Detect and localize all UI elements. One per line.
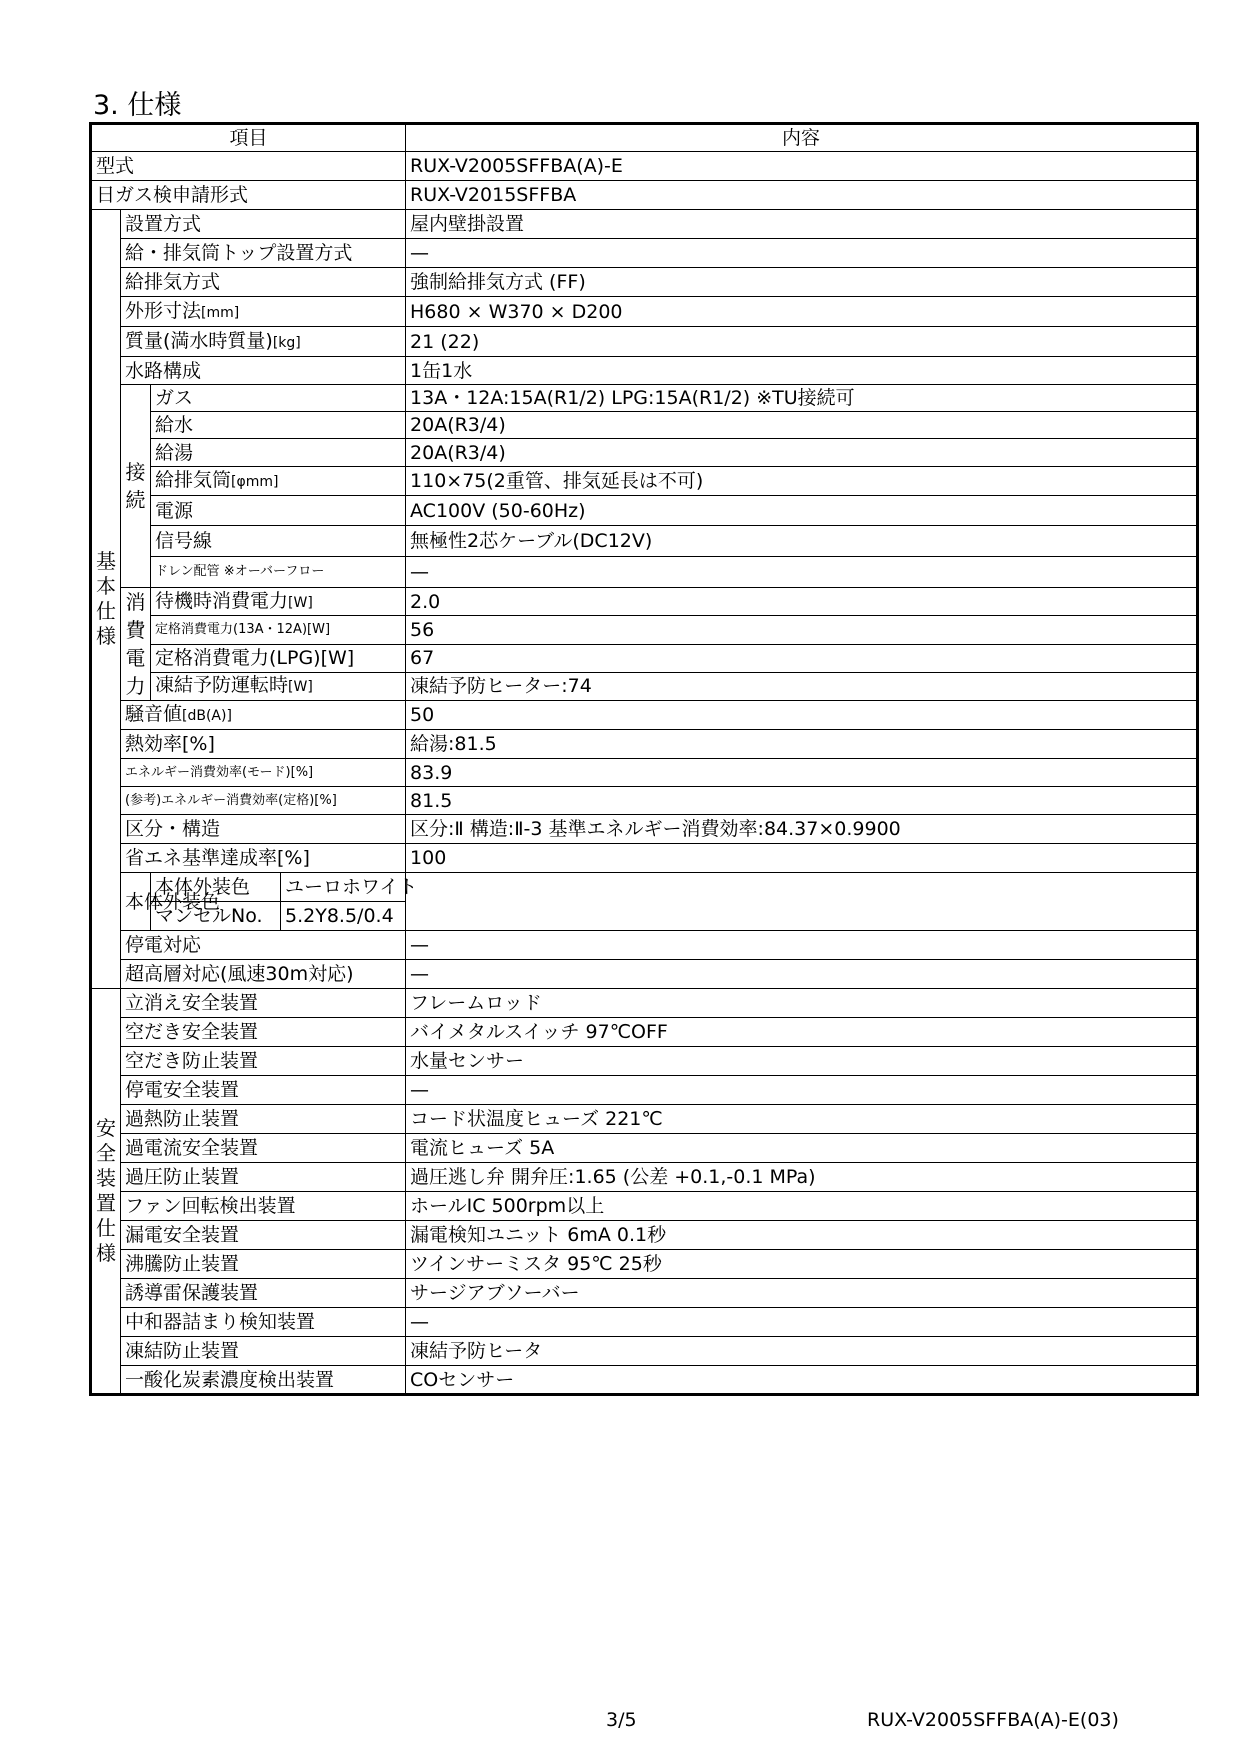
page-heading: 3. 仕様 [93, 90, 182, 121]
spec-value: 83.9 [406, 759, 1198, 787]
spec-unit: [φmm] [231, 474, 279, 490]
spec-label [151, 902, 281, 931]
spec-label-text: ファン回転検出装置 [125, 1195, 296, 1217]
spec-value: 区分:Ⅱ 構造:Ⅱ-3 基準エネルギー消費効率:84.37×0.9900 [406, 815, 1198, 844]
connection-group-label: 接続 [121, 385, 151, 588]
spec-label [121, 1221, 406, 1250]
spec-value: 67 [406, 644, 1198, 672]
spec-label-text: 省エネ基準達成率[%] [125, 847, 310, 869]
table-row [91, 1018, 1198, 1047]
spec-label [151, 526, 406, 557]
table-row [91, 412, 1198, 439]
spec-value: 5.2Y8.5/0.4 [281, 902, 406, 931]
spec-label [121, 759, 406, 787]
spec-value: 無極性2芯ケーブル(DC12V) [406, 526, 1198, 557]
spec-label-text: 空だき安全装置 [125, 1021, 259, 1043]
spec-label [151, 616, 406, 644]
spec-label-text: 過圧防止装置 [125, 1166, 240, 1188]
safety-section-label: 安全装置仕様 [91, 989, 121, 1395]
table-row [91, 467, 1198, 496]
spec-value: 21 (22) [406, 327, 1198, 357]
spec-label [121, 701, 406, 730]
basic-section-label: 基本仕様 [91, 210, 121, 989]
spec-value: 漏電検知ユニット 6mA 0.1秒 [406, 1221, 1198, 1250]
spec-label [121, 1192, 406, 1221]
spec-unit: [W] [288, 594, 313, 611]
table-row [91, 1337, 1198, 1366]
table-row [91, 1250, 1198, 1279]
spec-label-text: 定格消費電力(LPG)[W] [155, 647, 355, 670]
spec-label-text: 設置方式 [125, 213, 202, 235]
spec-label [121, 1134, 406, 1163]
spec-label [121, 730, 406, 759]
spec-label-text: 給・排気筒トップ設置方式 [125, 242, 353, 264]
table-row [91, 439, 1198, 467]
spec-label [121, 1105, 406, 1134]
table-row [91, 268, 1198, 297]
spec-value: バイメタルスイッチ 97℃OFF [406, 1018, 1198, 1047]
spec-value: 凍結予防ヒータ [406, 1337, 1198, 1366]
spec-label-text: 停電対応 [125, 934, 202, 956]
spec-label-text: ガス [155, 387, 194, 409]
spec-value: コード状温度ヒューズ 221℃ [406, 1105, 1198, 1134]
spec-label-text: 水路構成 [125, 359, 202, 382]
jga-row [91, 181, 1198, 210]
table-row [91, 815, 1198, 844]
table-row [91, 672, 1198, 700]
table-row [91, 902, 1198, 931]
spec-label [151, 557, 406, 588]
spec-label [121, 1076, 406, 1105]
spec-value: COセンサー [406, 1366, 1198, 1395]
spec-value: — [406, 557, 1198, 588]
spec-unit: [W] [288, 679, 313, 696]
jga-value: RUX-V2015SFFBA [406, 181, 1198, 210]
spec-label-text: 定格消費電力(13A・12A)[W] [155, 621, 331, 637]
spec-label-text: 質量(満水時質量) [125, 329, 273, 352]
table-row [91, 385, 1198, 412]
spec-label [121, 989, 406, 1018]
spec-value: 屋内壁掛設置 [406, 210, 1198, 239]
spec-label-text: (参考)エネルギー消費効率(定格)[%] [125, 792, 337, 808]
spec-label [151, 672, 406, 700]
table-row [91, 1047, 1198, 1076]
spec-label [151, 873, 281, 902]
spec-label [121, 239, 406, 268]
spec-label [121, 1018, 406, 1047]
spec-value: 110×75(2重管、排気延長は不可) [406, 467, 1198, 496]
spec-value: 凍結予防ヒーター:74 [406, 672, 1198, 700]
spec-label-text: マンセルNo. [155, 905, 263, 927]
table-row [91, 960, 1198, 989]
table-row [91, 1308, 1198, 1337]
power-group-label: 消費電力 [121, 588, 151, 701]
spec-label-text: 騒音値 [125, 703, 183, 725]
spec-label [121, 844, 406, 873]
spec-label-text: 凍結予防運転時 [155, 674, 289, 697]
spec-label-text: 空だき防止装置 [125, 1050, 259, 1072]
spec-label [121, 1047, 406, 1076]
spec-label [151, 385, 406, 412]
spec-value: 100 [406, 844, 1198, 873]
table-row [91, 1221, 1198, 1250]
spec-value: 20A(R3/4) [406, 412, 1198, 439]
spec-value: 20A(R3/4) [406, 439, 1198, 467]
spec-table [89, 122, 1199, 1396]
spec-value: — [406, 1308, 1198, 1337]
table-row [91, 1192, 1198, 1221]
spec-label [121, 1250, 406, 1279]
spec-value: 13A・12A:15A(R1/2) LPG:15A(R1/2) ※TU接続可 [406, 385, 1198, 412]
spec-value: 1缶1水 [406, 357, 1198, 385]
spec-label [151, 439, 406, 467]
table-row [91, 239, 1198, 268]
spec-label-text: 過熱防止装置 [125, 1108, 240, 1130]
spec-value: フレームロッド [406, 989, 1198, 1018]
spec-value: サージアブソーバー [406, 1279, 1198, 1308]
spec-value: 強制給排気方式 (FF) [406, 268, 1198, 297]
spec-label [121, 357, 406, 385]
table-row [91, 931, 1198, 960]
spec-value: ユーロホワイト [281, 873, 406, 902]
spec-label-text: 本体外装色 [155, 876, 251, 898]
spec-value: H680 × W370 × D200 [406, 297, 1198, 327]
spec-value: 過圧逃し弁 開弁圧:1.65 (公差 +0.1,-0.1 MPa) [406, 1163, 1198, 1192]
spec-label-text: 電源 [155, 499, 194, 522]
spec-value: 2.0 [406, 588, 1198, 616]
spec-label-text: 給水 [155, 414, 194, 436]
footer-doc-id: RUX-V2005SFFBA(A)-E(03) [867, 1709, 1119, 1731]
table-row [91, 616, 1198, 644]
spec-label [121, 210, 406, 239]
table-row [91, 526, 1198, 557]
table-row [91, 588, 1198, 616]
spec-value: ツインサーミスタ 95℃ 25秒 [406, 1250, 1198, 1279]
table-row [91, 327, 1198, 357]
spec-value: — [406, 1076, 1198, 1105]
spec-label-text: ドレン配管 ※オーバーフロー [155, 564, 325, 579]
header-row [91, 124, 1198, 152]
table-row [91, 210, 1198, 239]
spec-label-text: 信号線 [155, 530, 213, 552]
color-group-label: 本体外装色 [121, 873, 151, 931]
spec-label [121, 931, 406, 960]
model-value: RUX-V2005SFFBA(A)-E [406, 152, 1198, 181]
spec-label [121, 1279, 406, 1308]
jga-label: 日ガス検申請形式 [91, 181, 406, 210]
table-row [91, 844, 1198, 873]
spec-label [151, 412, 406, 439]
spec-label-text: 過電流安全装置 [125, 1137, 259, 1159]
spec-label-text: 給排気方式 [125, 271, 221, 293]
spec-label-text: 停電安全装置 [125, 1079, 240, 1101]
spec-label-text: 超高層対応(風速30m対応) [125, 963, 354, 985]
table-row [91, 1279, 1198, 1308]
header-item: 項目 [91, 124, 406, 152]
table-row [91, 297, 1198, 327]
spec-label-text: 外形寸法 [125, 299, 202, 322]
spec-value: — [406, 239, 1198, 268]
spec-label-text: 熱効率[%] [125, 733, 215, 755]
table-row [91, 1366, 1198, 1395]
spec-value: ホールIC 500rpm以上 [406, 1192, 1198, 1221]
table-row [91, 1163, 1198, 1192]
header-content: 内容 [406, 124, 1198, 152]
spec-label [121, 787, 406, 815]
table-row [91, 644, 1198, 672]
spec-label-text: 誘導雷保護装置 [125, 1282, 259, 1304]
table-row [91, 759, 1198, 787]
spec-value: 水量センサー [406, 1047, 1198, 1076]
table-row [91, 730, 1198, 759]
spec-label-text: 沸騰防止装置 [125, 1253, 240, 1275]
model-label: 型式 [91, 152, 406, 181]
spec-value: 電流ヒューズ 5A [406, 1134, 1198, 1163]
spec-label [151, 588, 406, 616]
spec-label [121, 297, 406, 327]
spec-value: AC100V (50-60Hz) [406, 496, 1198, 526]
table-row [91, 496, 1198, 526]
spec-label-text: 給湯 [155, 441, 194, 464]
spec-label-text: 中和器詰まり検知装置 [125, 1311, 316, 1333]
spec-label-text: 区分・構造 [125, 818, 221, 840]
spec-value: 81.5 [406, 787, 1198, 815]
model-row [91, 152, 1198, 181]
spec-label [121, 327, 406, 357]
spec-label [121, 960, 406, 989]
spec-value: — [406, 960, 1198, 989]
spec-label-text: 漏電安全装置 [125, 1224, 240, 1246]
spec-value: — [406, 931, 1198, 960]
table-row [91, 701, 1198, 730]
table-row [91, 873, 1198, 902]
footer-page-number: 3/5 [606, 1709, 637, 1731]
spec-unit: [kg] [272, 334, 301, 351]
spec-label [151, 496, 406, 526]
spec-label [121, 268, 406, 297]
table-row [91, 1105, 1198, 1134]
spec-unit: [mm] [201, 304, 240, 321]
table-row [91, 787, 1198, 815]
spec-unit: [dB(A)] [182, 708, 232, 724]
spec-label [151, 467, 406, 496]
table-row [91, 357, 1198, 385]
spec-label-text: 凍結防止装置 [125, 1340, 240, 1362]
table-row [91, 557, 1198, 588]
spec-label [121, 1366, 406, 1395]
table-row [91, 1134, 1198, 1163]
table-row [91, 989, 1198, 1018]
table-row [91, 1076, 1198, 1105]
spec-value: 50 [406, 701, 1198, 730]
spec-label [121, 815, 406, 844]
spec-label [121, 1163, 406, 1192]
spec-value: 給湯:81.5 [406, 730, 1198, 759]
spec-label-text: 一酸化炭素濃度検出装置 [125, 1368, 335, 1391]
spec-label-text: 待機時消費電力 [155, 589, 289, 612]
spec-label [121, 1337, 406, 1366]
spec-label [151, 644, 406, 672]
spec-label [121, 1308, 406, 1337]
spec-label-text: エネルギー消費効率(モード)[%] [125, 764, 314, 780]
spec-label-text: 給排気筒 [155, 469, 232, 491]
spec-value: 56 [406, 616, 1198, 644]
spec-label-text: 立消え安全装置 [125, 992, 259, 1014]
